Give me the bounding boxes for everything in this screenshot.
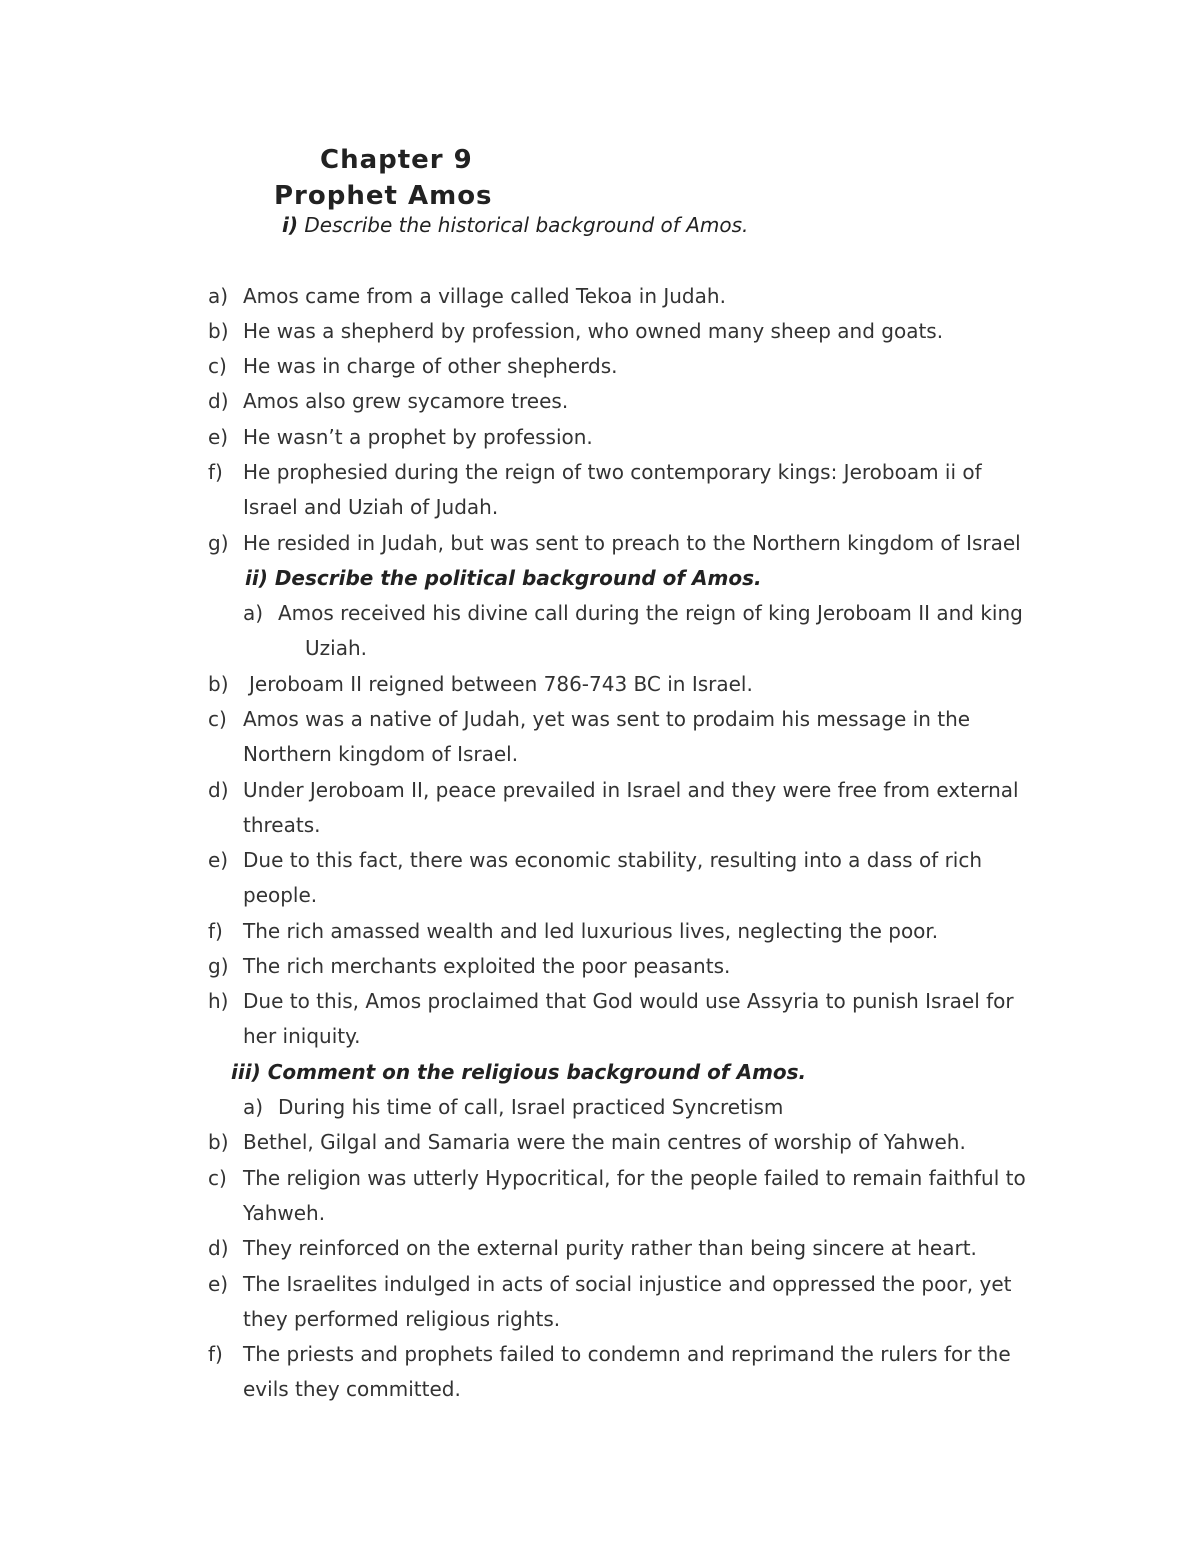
list-marker: h) bbox=[208, 989, 229, 1013]
list-item-text-continued: Israel and Uziah of Judah. bbox=[243, 495, 499, 519]
list-marker: f) bbox=[208, 460, 223, 484]
list-marker: c) bbox=[208, 1166, 227, 1190]
list-marker: e) bbox=[208, 1272, 229, 1296]
list-item-text: He resided in Judah, but was sent to preach to the Northern kingdom of Israel bbox=[243, 531, 1021, 555]
list-item-text: Amos was a native of Judah, yet was sent to prodaim his message in the bbox=[243, 707, 971, 731]
list-item-text: He was in charge of other shepherds. bbox=[243, 354, 618, 378]
list-marker: e) bbox=[208, 848, 229, 872]
list-item-text-continued: threats. bbox=[243, 813, 321, 837]
list-marker: b) bbox=[208, 1130, 229, 1154]
list-item-text: The religion was utterly Hypocritical, for the people failed to remain faithful to bbox=[243, 1166, 1026, 1190]
page-title: Prophet Amos bbox=[274, 181, 493, 211]
list-marker: a) bbox=[243, 601, 264, 625]
list-item-text-continued: evils they committed. bbox=[243, 1377, 461, 1401]
chapter-title: Chapter 9 bbox=[320, 145, 473, 175]
section-heading-political bbox=[245, 561, 762, 596]
section-heading-historical bbox=[282, 208, 748, 243]
list-marker: c) bbox=[208, 707, 227, 731]
list-item-text: Under Jeroboam II, peace prevailed in Israel and they were free from external bbox=[243, 778, 1019, 802]
list-item-text: The Israelites indulged in acts of social injustice and oppressed the poor, yet bbox=[243, 1272, 1012, 1296]
section-title: Describe the political background of Amos. bbox=[274, 566, 762, 590]
section-heading-religious bbox=[231, 1055, 806, 1090]
list-item-text-continued: Uziah. bbox=[305, 636, 367, 660]
section-title: Describe the historical background of Amos. bbox=[304, 213, 749, 237]
list-item-text: He prophesied during the reign of two contemporary kings: Jeroboam ii of bbox=[243, 460, 982, 484]
list-item-text: Jeroboam II reigned between 786-743 BC in Israel. bbox=[249, 672, 753, 696]
list-marker: e) bbox=[208, 425, 229, 449]
list-marker: d) bbox=[208, 389, 229, 413]
list-marker: a) bbox=[208, 284, 229, 308]
list-marker: f) bbox=[208, 1342, 223, 1366]
list-marker: d) bbox=[208, 1236, 229, 1260]
list-item-text: Amos came from a village called Tekoa in Judah. bbox=[243, 284, 726, 308]
list-item-text-continued: they performed religious rights. bbox=[243, 1307, 561, 1331]
list-item-text: Due to this fact, there was economic stability, resulting into a dass of rich bbox=[243, 848, 983, 872]
list-item-text-continued: her iniquity. bbox=[243, 1024, 361, 1048]
list-item-text: The rich amassed wealth and led luxurious lives, neglecting the poor. bbox=[243, 919, 939, 943]
list-marker: c) bbox=[208, 354, 227, 378]
list-marker: g) bbox=[208, 954, 229, 978]
section-number: i) bbox=[282, 213, 298, 237]
list-marker: g) bbox=[208, 531, 229, 555]
list-item-text-continued: Yahweh. bbox=[243, 1201, 326, 1225]
list-item-text: He wasn’t a prophet by profession. bbox=[243, 425, 593, 449]
list-marker: d) bbox=[208, 778, 229, 802]
list-item-text: Amos received his divine call during the reign of king Jeroboam II and king bbox=[278, 601, 1023, 625]
section-number: ii) bbox=[245, 566, 268, 590]
list-item-text: Amos also grew sycamore trees. bbox=[243, 389, 569, 413]
list-marker: f) bbox=[208, 919, 223, 943]
list-item-text: The priests and prophets failed to condemn and reprimand the rulers for the bbox=[243, 1342, 1011, 1366]
list-item-text: Bethel, Gilgal and Samaria were the main centres of worship of Yahweh. bbox=[243, 1130, 966, 1154]
list-item-text-continued: people. bbox=[243, 883, 318, 907]
list-item-text: They reinforced on the external purity rather than being sincere at heart. bbox=[243, 1236, 977, 1260]
list-item-text: Due to this, Amos proclaimed that God would use Assyria to punish Israel for bbox=[243, 989, 1014, 1013]
list-item-text: The rich merchants exploited the poor peasants. bbox=[243, 954, 731, 978]
list-item-text: During his time of call, Israel practiced Syncretism bbox=[278, 1095, 784, 1119]
section-number: iii) bbox=[231, 1060, 261, 1084]
list-marker: b) bbox=[208, 319, 229, 343]
list-item-text-continued: Northern kingdom of Israel. bbox=[243, 742, 519, 766]
list-marker: b) bbox=[208, 672, 229, 696]
section-title: Comment on the religious background of Amos. bbox=[267, 1060, 807, 1084]
list-item-text: He was a shepherd by profession, who owned many sheep and goats. bbox=[243, 319, 944, 343]
list-marker: a) bbox=[243, 1095, 264, 1119]
